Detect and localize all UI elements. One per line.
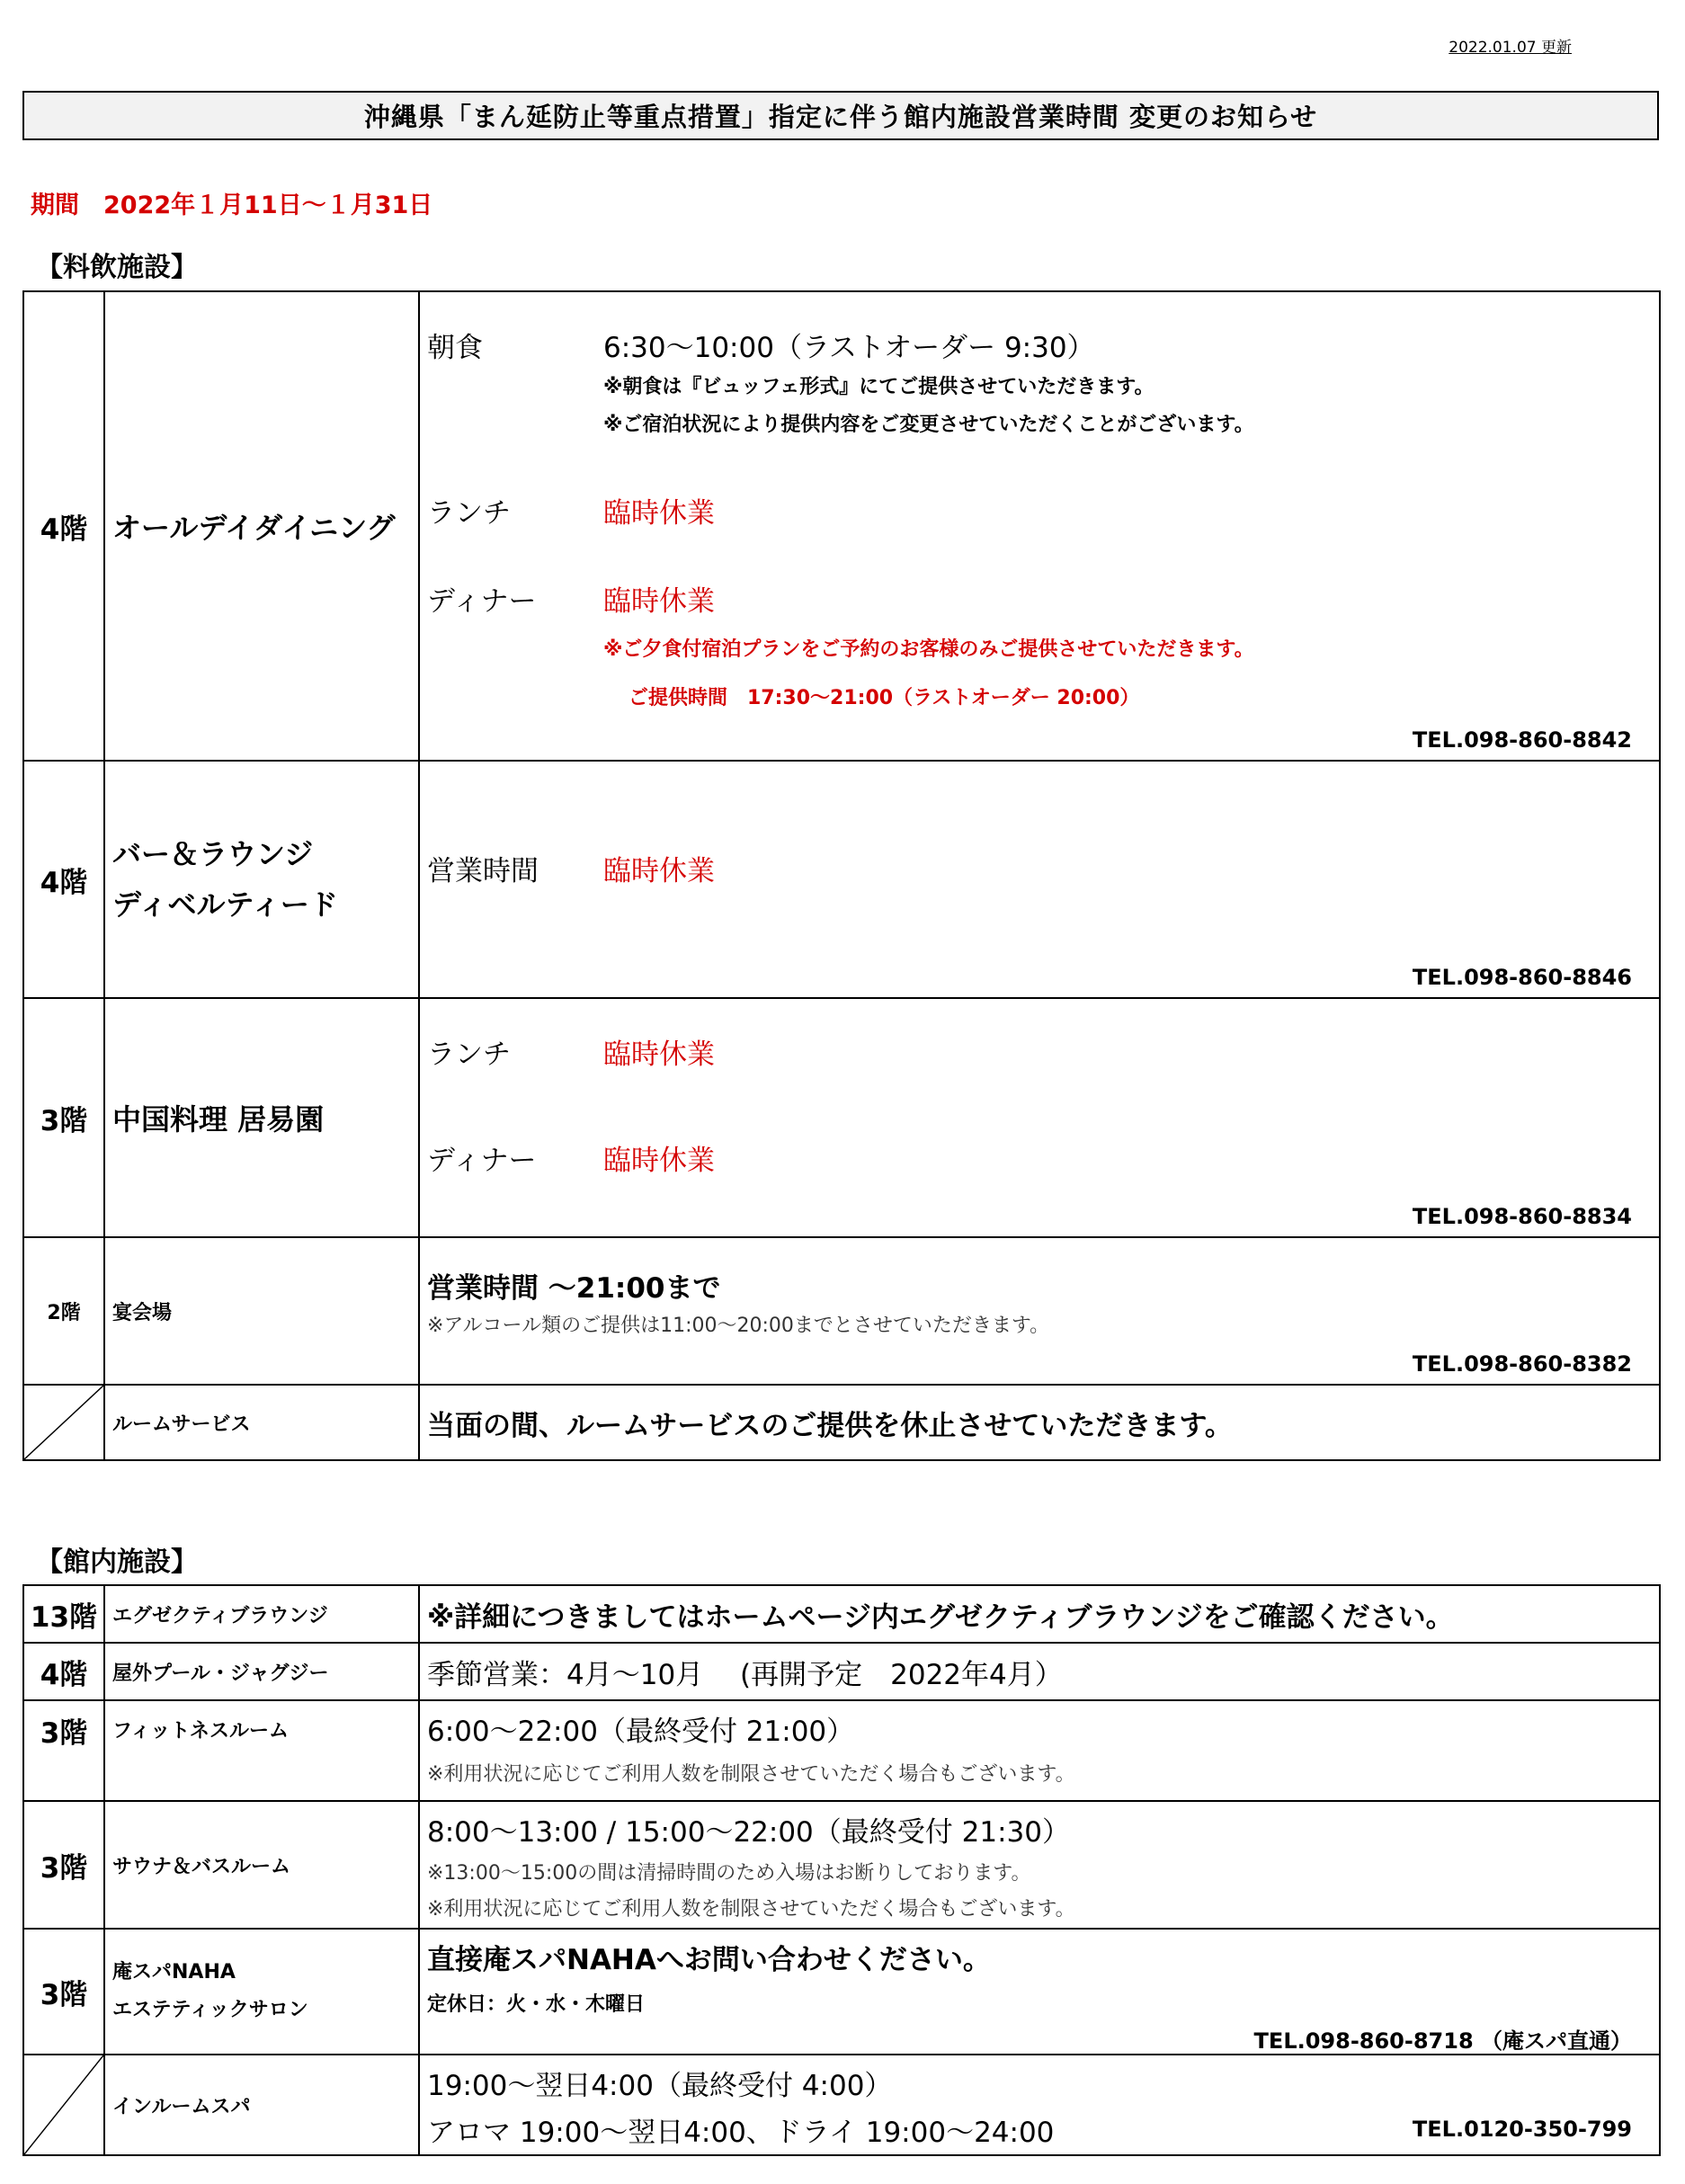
floor-label: 4階: [23, 291, 104, 761]
floor-label: 3階: [23, 998, 104, 1237]
table-row: [23, 1585, 1660, 1643]
table-row: [23, 1385, 1660, 1460]
hours-text: 6:00～22:00（最終受付 21:00）: [427, 1716, 855, 1748]
facilities-table: [22, 1584, 1661, 2156]
dinner-status: 臨時休業: [603, 585, 715, 618]
facility-name: フィットネスルーム: [104, 1700, 419, 1801]
facility-detail: [419, 1700, 1660, 1801]
closed-days: 定休日：火・水・木曜日: [427, 1993, 646, 2016]
floor-label: 3階: [23, 1929, 104, 2055]
table-row: [23, 291, 1660, 761]
lunch-label: ランチ: [427, 1039, 511, 1071]
facility-name: 宴会場: [104, 1237, 419, 1385]
phone-number: TEL.098-860-8842: [1412, 727, 1632, 753]
floor-label: 13階: [23, 1585, 104, 1643]
section-facilities-heading: 【館内施設】: [36, 1547, 198, 1578]
breakfast-label: 朝食: [427, 332, 483, 364]
dining-table: [22, 290, 1661, 1461]
facility-detail: 季節営業：4月～10月 (再開予定 2022年4月）: [419, 1643, 1660, 1700]
facility-detail: 当面の間、ルームサービスのご提供を休止させていただきます。: [419, 1385, 1660, 1460]
lunch-status: 臨時休業: [603, 1039, 715, 1071]
facility-name-line: エステティックサロン: [112, 1999, 308, 2021]
usage-note: ※利用状況に応じてご利用人数を制限させていただく場合もございます。: [427, 1763, 1075, 1786]
facility-detail: [419, 761, 1660, 998]
breakfast-time: 6:30～10:00（ラストオーダー 9:30）: [603, 332, 1095, 364]
floor-label: 3階: [23, 1801, 104, 1929]
table-row: [23, 2055, 1660, 2155]
facility-name: [104, 1929, 419, 2055]
hours-text: 19:00～翌日4:00（最終受付 4:00）: [427, 2070, 893, 2102]
empty-floor-cell: [23, 1385, 104, 1460]
diagonal-line-icon: [24, 1386, 103, 1459]
facility-detail: [419, 2055, 1660, 2155]
cleaning-note: ※13:00～15:00の間は清掃時間のため入場はお断りしております。: [427, 1862, 1031, 1885]
phone-number: TEL.098-860-8382: [1412, 1351, 1632, 1377]
period: 期間 2022年１月11日～１月31日: [31, 192, 433, 219]
facility-name: インルームスパ: [104, 2055, 419, 2155]
section-dining-heading: 【料飲施設】: [36, 252, 198, 283]
phone-number: TEL.0120-350-799: [1412, 2117, 1632, 2142]
phone-number: TEL.098-860-8834: [1412, 1204, 1632, 1229]
facility-name: 屋外プール・ジャグジー: [104, 1643, 419, 1700]
hours-status: 臨時休業: [603, 855, 715, 887]
facility-name-line: バー＆ラウンジ: [112, 837, 314, 871]
table-row: [23, 1700, 1660, 1801]
floor-label: 2階: [23, 1237, 104, 1385]
usage-note: ※利用状況に応じてご利用人数を制限させていただく場合もございます。: [427, 1898, 1075, 1921]
dinner-label: ディナー: [427, 585, 537, 618]
dinner-status: 臨時休業: [603, 1145, 715, 1177]
page-title: 沖縄県「まん延防止等重点措置」指定に伴う館内施設営業時間 変更のお知らせ: [22, 91, 1659, 140]
table-row: [23, 1643, 1660, 1700]
floor-label: 3階: [23, 1700, 104, 1801]
facility-detail: [419, 998, 1660, 1237]
table-row: [23, 761, 1660, 998]
hours-text: 8:00～13:00 / 15:00～22:00（最終受付 21:30）: [427, 1816, 1070, 1849]
facility-name: オールデイダイニング: [104, 291, 419, 761]
phone-number: TEL.098-860-8718 （庵スパ直通）: [1253, 2028, 1632, 2054]
table-row: [23, 1801, 1660, 1929]
diagonal-line-icon: [24, 2055, 103, 2154]
floor-label: 4階: [23, 761, 104, 998]
table-row: [23, 998, 1660, 1237]
table-row: [23, 1929, 1660, 2055]
facility-detail: [419, 1801, 1660, 1929]
facility-detail: [419, 1929, 1660, 2055]
dinner-note: ご提供時間 17:30～21:00（ラストオーダー 20:00）: [629, 687, 1140, 709]
hours-text: 営業時間 ～21:00まで: [427, 1272, 721, 1305]
lunch-label: ランチ: [427, 497, 511, 530]
facility-detail: [419, 291, 1660, 761]
hours-label: 営業時間: [427, 855, 539, 887]
facility-name-line: 庵スパNAHA: [112, 1961, 236, 1983]
alcohol-note: ※アルコール類のご提供は11:00～20:00までとさせていただきます。: [427, 1315, 1050, 1337]
facility-name-line: ディベルティード: [112, 887, 338, 922]
floor-label: 4階: [23, 1643, 104, 1700]
facility-name: [104, 761, 419, 998]
facility-name: ルームサービス: [104, 1385, 419, 1460]
facility-name: エグゼクティブラウンジ: [104, 1585, 419, 1643]
table-row: [23, 1237, 1660, 1385]
facility-name: サウナ＆バスルーム: [104, 1801, 419, 1929]
facility-detail: ※詳細につきましてはホームページ内エグゼクティブラウンジをご確認ください。: [419, 1585, 1660, 1643]
dinner-note: ※ご夕食付宿泊プランをご予約のお客様のみご提供させていただきます。: [603, 638, 1254, 661]
dinner-label: ディナー: [427, 1145, 537, 1177]
lunch-status: 臨時休業: [603, 497, 715, 530]
contact-text: 直接庵スパNAHAへお問い合わせください。: [427, 1944, 991, 1976]
breakfast-note: ※ご宿泊状況により提供内容をご変更させていただくことがございます。: [603, 414, 1254, 436]
facility-name: 中国料理 居易園: [104, 998, 419, 1237]
breakfast-note: ※朝食は『ビュッフェ形式』にてご提供させていただきます。: [603, 376, 1155, 398]
phone-number: TEL.098-860-8846: [1412, 965, 1632, 990]
updated-date: 2022.01.07 更新: [1449, 39, 1572, 57]
empty-floor-cell: [23, 2055, 104, 2155]
menu-hours-text: アロマ 19:00～翌日4:00、ドライ 19:00～24:00: [427, 2117, 1055, 2149]
facility-detail: [419, 1237, 1660, 1385]
